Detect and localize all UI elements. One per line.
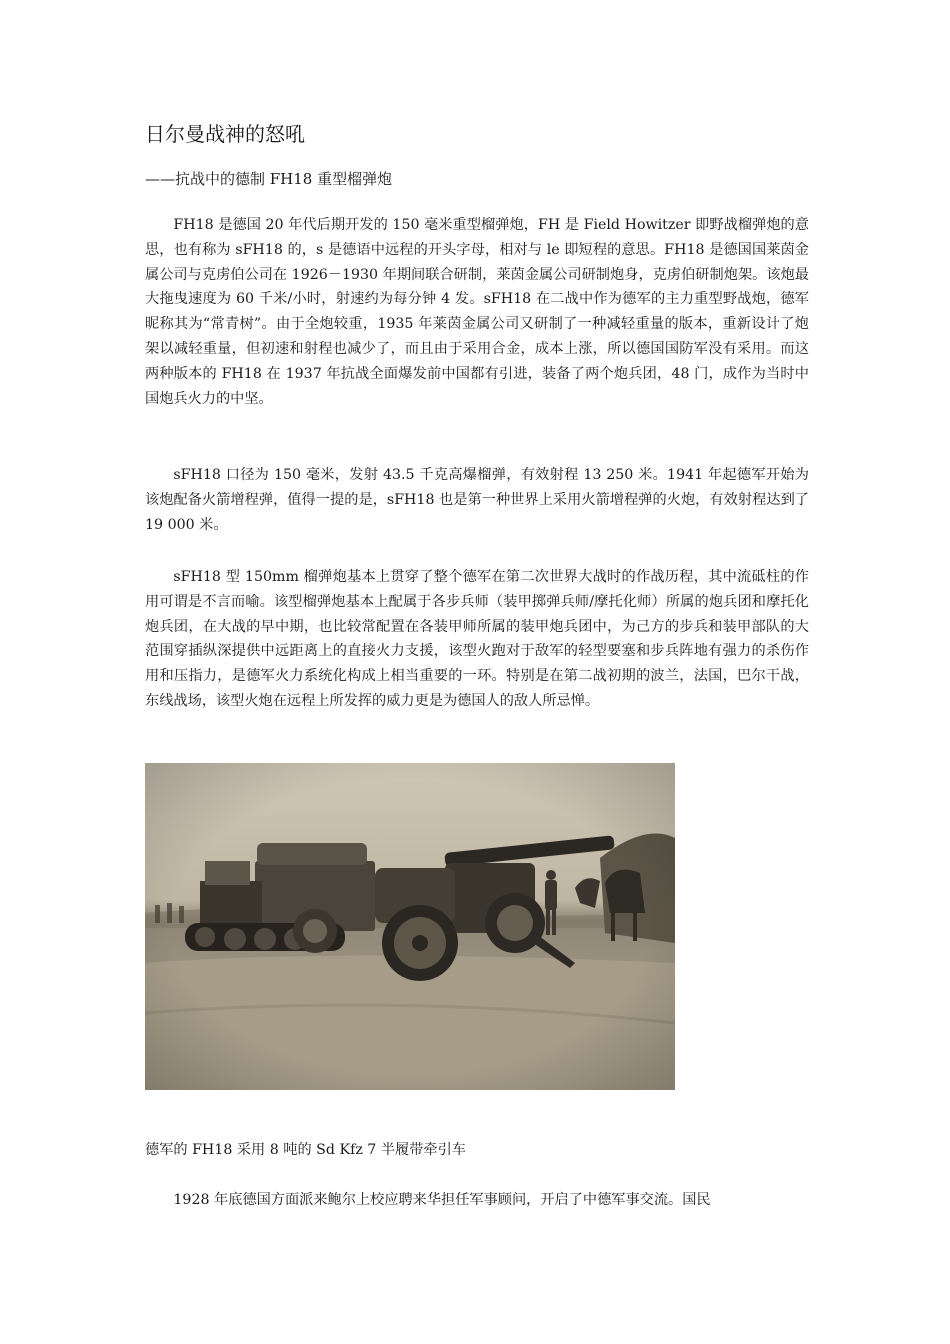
photo-caption: 德军的 FH18 采用 8 吨的 Sd Kfz 7 半履带牵引车 (145, 1142, 466, 1158)
paragraph-3: sFH18 型 150mm 榴弹炮基本上贯穿了整个德军在第二次世界大战时的作战历程，其中流砥柱的作用可谓是不言而喻。该型榴弹炮基本上配属于各步兵师（装甲掷弹兵师/摩托化师）所属的炮兵团和摩托化炮兵团，在大战的早中期，也比较常配置在各装甲师所属的装甲炮兵团中，为己方的步兵和装甲部队的大范围穿插纵深提供中远距离上的直接火力支援，该型火跑对于敌军的轻型要塞和步兵阵地有强力的杀伤作用和压指力，是德军火力系统化构成上相当重要的一环。特别是在第二战初期的波兰，法国，巴尔干战，东线战场，该型火炮在远程上所发挥的威力更是为德国人的敌人所忌惮。 (145, 569, 809, 709)
paragraph-1: FH18 是德国 20 年代后期开发的 150 毫米重型榴弹炮，FH 是 Field Howitzer 即野战榴弹炮的意思，也有称为 sFH18 的，s 是德语中远程的开头字母，相对与 le 即短程的意思。FH18 是德国国莱茵金属公司与克虏伯公司在 1926－1930 年期间联合研制，莱茵金属公司研制炮身，克虏伯研制炮架。该炮最大拖曳速度为 60 千米/小时，射速约为每分钟 4 发。sFH18 在二战中作为德军的主力重型野战炮，德军昵称其为“常青树”。由于全炮较重，1935 年莱茵金属公司又研制了一种减轻重量的版本，重新设计了炮架以减轻重量，但初速和射程也减少了，而且由于采用合金，成本上涨，所以德国国防军没有采用。而这两种版本的 FH18 在 1937 年抗战全面爆发前中国都有引进，装备了两个炮兵团，48 门，成作为当时中国炮兵火力的中坚。 (145, 217, 809, 407)
paragraph-4: 1928 年底德国方面派来鲍尔上校应聘来华担任军事顾问，开启了中德军事交流。国民 (173, 1192, 711, 1208)
howitzer-tractor-photo (145, 763, 675, 1090)
paragraph-2: sFH18 口径为 150 毫米，发射 43.5 千克高爆榴弹，有效射程 13 250 米。1941 年起德军开始为该炮配备火箭增程弹，值得一提的是，sFH18 也是第一种世界上采用火箭增程弹的火炮，有效射程达到了 19 000 米。 (145, 467, 809, 533)
article-subtitle: ——抗战中的德制 FH18 重型榴弹炮 (145, 170, 393, 188)
article-title: 日尔曼战神的怒吼 (145, 122, 305, 146)
